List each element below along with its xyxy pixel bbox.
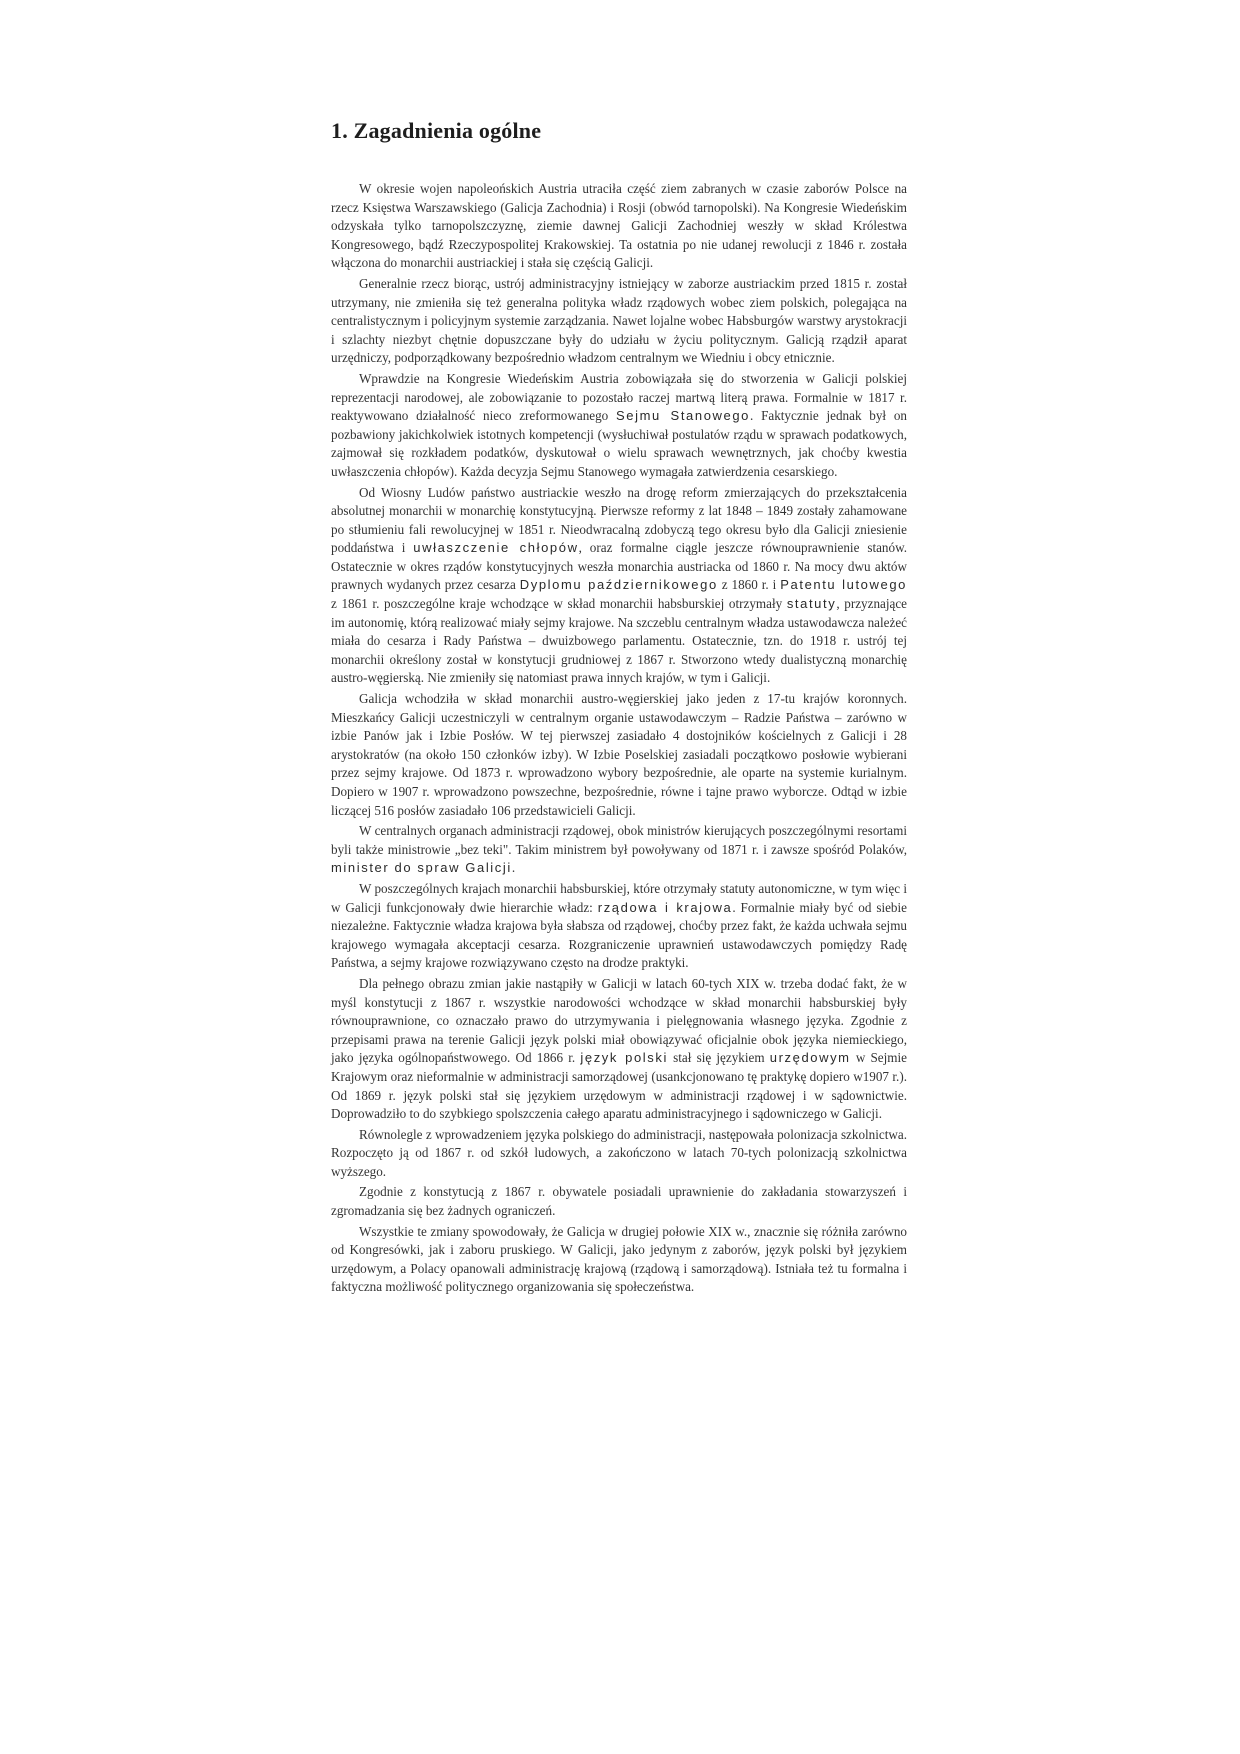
spaced-term-statuty: statuty bbox=[786, 596, 837, 612]
spaced-term-rzadowa-krajowa: rządowa i krajowa bbox=[597, 899, 733, 915]
section-heading: 1. Zagadnienia ogólne bbox=[331, 118, 542, 143]
paragraph-5: Galicja wchodziła w skład monarchii austro-węgierskiej jako jeden z 17-tu krajów koronnych. Mieszkańcy Galicji uczestniczyli w centralnym organie ustawodawczym – Radzie Państwa – zarówno w izbie Panów jak i Izbie Posłów. W tej pierwszej zasiadało 4 dostojników kościelnych z Galicji i 28 arystokratów (na około 150 członków izby). W Izbie Poselskiej zasiadali początkowo posłowie wybierani przez sejmy krajowe. Od 1873 r. wprowadzono wybory bezpośrednie, ale oparte na systemie kurialnym. Dopiero w 1907 r. wprowadzono powszechne, bezpośrednie, równe i tajne prawo wyborcze. Odtąd w izbie liczącej 516 posłów zasiadało 106 przedstawicieli Galicji. bbox=[331, 691, 907, 818]
spaced-term-sejm-stanowy: Sejmu Stanowego bbox=[616, 408, 751, 424]
text-run: stał się językiem bbox=[667, 1050, 770, 1066]
spaced-term-jezyk-polski: język polski bbox=[580, 1050, 668, 1066]
text-run: , przyznające im autonomię, którą realizować miały sejmy krajowe. Na szczeblu centralnym władza ustawodawcza należeć miała do cesarza i Rady Państwa – dwuizbowego parlamentu. Ostatecznie, tzn. do 1918 r. ustrój tej monarchii określony został w konstytucji grudniowej z 1867 r. Stworzono wtedy dualistyczną monarchię austro-węgierską. Nie zmieniły się natomiast prawa innych krajów, w tym i Galicji. bbox=[331, 596, 907, 686]
text-run: w Sejmie Krajowym oraz nieformalnie w administracji samorządowej (usankcjonowano tę praktykę dopiero w1907 r.). Od 1869 r. język polski stał się językiem urzędowym w administracji rządowej i w sądownictwie. Doprowadziło to do szybkiego spolszczenia całego aparatu administracyjnego i sądowniczego w Galicji. bbox=[331, 1050, 907, 1122]
spaced-term-minister: minister do spraw Galicji bbox=[331, 860, 512, 876]
paragraph-9: Równolegle z wprowadzeniem języka polskiego do administracji, następowała polonizacja szkolnictwa. Rozpoczęto ją od 1867 r. od szkół ludowych, a zakończono w latach 70-tych polonizacją szkolnictwa wyższego. bbox=[331, 1126, 907, 1179]
text-run: z 1860 r. i bbox=[717, 577, 781, 593]
document-page bbox=[331, 118, 907, 1297]
text-run: . Faktycznie jednak był on pozbawiony jakichkolwiek istotnych kompetencji (wysłuchiwał postulatów rządu w sprawach podatkowych, zajmował się rozkładem podatków, dyskutował o wielu sprawach wewnętrznych, jak choćby kwestia uwłaszczenia chłopów). Każda decyzja Sejmu Stanowego wymagała zatwierdzenia cesarskiego. bbox=[331, 408, 907, 479]
paragraph-3 bbox=[331, 370, 907, 482]
paragraph-4 bbox=[331, 484, 907, 689]
text-run: . bbox=[511, 860, 516, 876]
paragraph-8 bbox=[331, 975, 907, 1124]
spaced-term-dyplom: Dyplomu październikowego bbox=[519, 577, 718, 593]
text-run: z 1861 r. poszczególne kraje wchodzące w skład monarchii habsburskiej otrzymały bbox=[331, 596, 787, 612]
paragraph-1: W okresie wojen napoleońskich Austria utraciła część ziem zabranych w czasie zaborów Polsce na rzecz Księstwa Warszawskiego (Galicja Zachodnia) i Rosji (obwód tarnopolski). Na Kongresie Wiedeńskim odzyskała tylko tarnopolszczyznę, ziemie dawnej Galicji Zachodniej weszły w skład Królestwa Kongresowego, bądź Rzeczypospolitej Krakowskiej. Ta ostatnia po nie udanej rewolucji z 1846 r. została włączona do monarchii austriackiej i stała się częścią Galicji. bbox=[331, 181, 907, 271]
spaced-term-urzedowym: urzędowym bbox=[769, 1050, 851, 1066]
text-run: , oraz formalne ciągle jeszcze równouprawnienie stanów. Ostatecznie w okres rządów konstytucyjnych weszła monarchia austriacka od 1860 r. Na mocy dwu aktów prawnych wydanych przez cesarza bbox=[331, 540, 907, 593]
paragraph-7 bbox=[331, 880, 907, 973]
paragraph-6 bbox=[331, 822, 907, 878]
text-run: W poszczególnych krajach monarchii habsburskiej, które otrzymały statuty autonomiczne, w tym więc i w Galicji funkcjonowały dwie hierarchie władz: bbox=[331, 880, 907, 915]
paragraph-11: Wszystkie te zmiany spowodowały, że Galicja w drugiej połowie XIX w., znacznie się różniła zarówno od Kongresówki, jak i zaboru pruskiego. W Galicji, jako jedynym z zaborów, język polski był językiem urzędowym, a Polacy opanowali administrację krajową (rządową i samorządową). Istniała też tu formalna i faktyczna możliwość politycznego organizowania się społeczeństwa. bbox=[331, 1223, 907, 1295]
spaced-term-uwlaszczenie: uwłaszczenie chłopów bbox=[413, 540, 579, 556]
text-run: Dla pełnego obrazu zmian jakie nastąpiły w Galicji w latach 60-tych XIX w. trzeba dodać fakt, że w myśl konstytucji z 1867 r. wszystkie narodowości wchodzące w skład monarchii habsburskiej były równouprawnione, co oznaczało prawo do utrzymywania i pielęgnowania własnego języka. Zgodnie z przepisami prawa na terenie Galicji język polski miał obowiązywać oficjalnie obok języka niemieckiego, jako języka ogólnopaństwowego. Od 1866 r. bbox=[331, 975, 907, 1066]
paragraph-10: Zgodnie z konstytucją z 1867 r. obywatele posiadali uprawnienie do zakładania stowarzyszeń i zgromadzania się bez żadnych ograniczeń. bbox=[331, 1184, 907, 1219]
paragraph-2: Generalnie rzecz biorąc, ustrój administracyjny istniejący w zaborze austriackim przed 1815 r. został utrzymany, nie zmieniła się też generalna polityka władz rządowych wobec ziem polskich, polegająca na centralistycznym i policyjnym systemie zarządzania. Nawet lojalne wobec Habsburgów warstwy arystokracji i szlachty niezbyt chętnie dopuszczane były do udziału w życiu politycznym. Galicją rządził aparat urzędniczy, podporządkowany bezpośrednio władzom centralnym we Wiedniu i obcy etnicznie. bbox=[331, 275, 907, 366]
text-run: W centralnych organach administracji rządowej, obok ministrów kierujących poszczególnymi resortami byli także ministrowie „bez teki". Takim ministrem był powoływany od 1871 r. i zawsze spośród Polaków, bbox=[331, 823, 907, 857]
text-run: Wprawdzie na Kongresie Wiedeńskim Austria zobowiązała się do stworzenia w Galicji polskiej reprezentacji narodowej, ale zobowiązanie to pozostało raczej martwą literą prawa. Formalnie w 1817 r. reaktywowano działalność nieco zreformowanego bbox=[331, 370, 907, 424]
spaced-term-patent: Patentu lutowego bbox=[780, 577, 907, 593]
text-run: Od Wiosny Ludów państwo austriackie weszło na drogę reform zmierzających do przekształcenia absolutnej monarchii w monarchię konstytucyjną. Pierwsze reformy z lat 1848 – 1849 zostały zahamowane po stłumieniu fali rewolucyjnej w 1851 r. Nieodwracalną zdobyczą tego okresu było dla Galicji zniesienie poddaństwa i bbox=[331, 484, 907, 556]
text-run: . Formalnie miały być od siebie niezależne. Faktycznie władza krajowa była słabsza od rządowej, choćby przez fakt, że każda uchwała sejmu krajowego wymagała akceptacji cesarza. Rozgraniczenie uprawnień ustawodawczych pomiędzy Radę Państwa, a sejmy krajowe rozwiązywano często na drodze praktyki. bbox=[331, 899, 907, 971]
